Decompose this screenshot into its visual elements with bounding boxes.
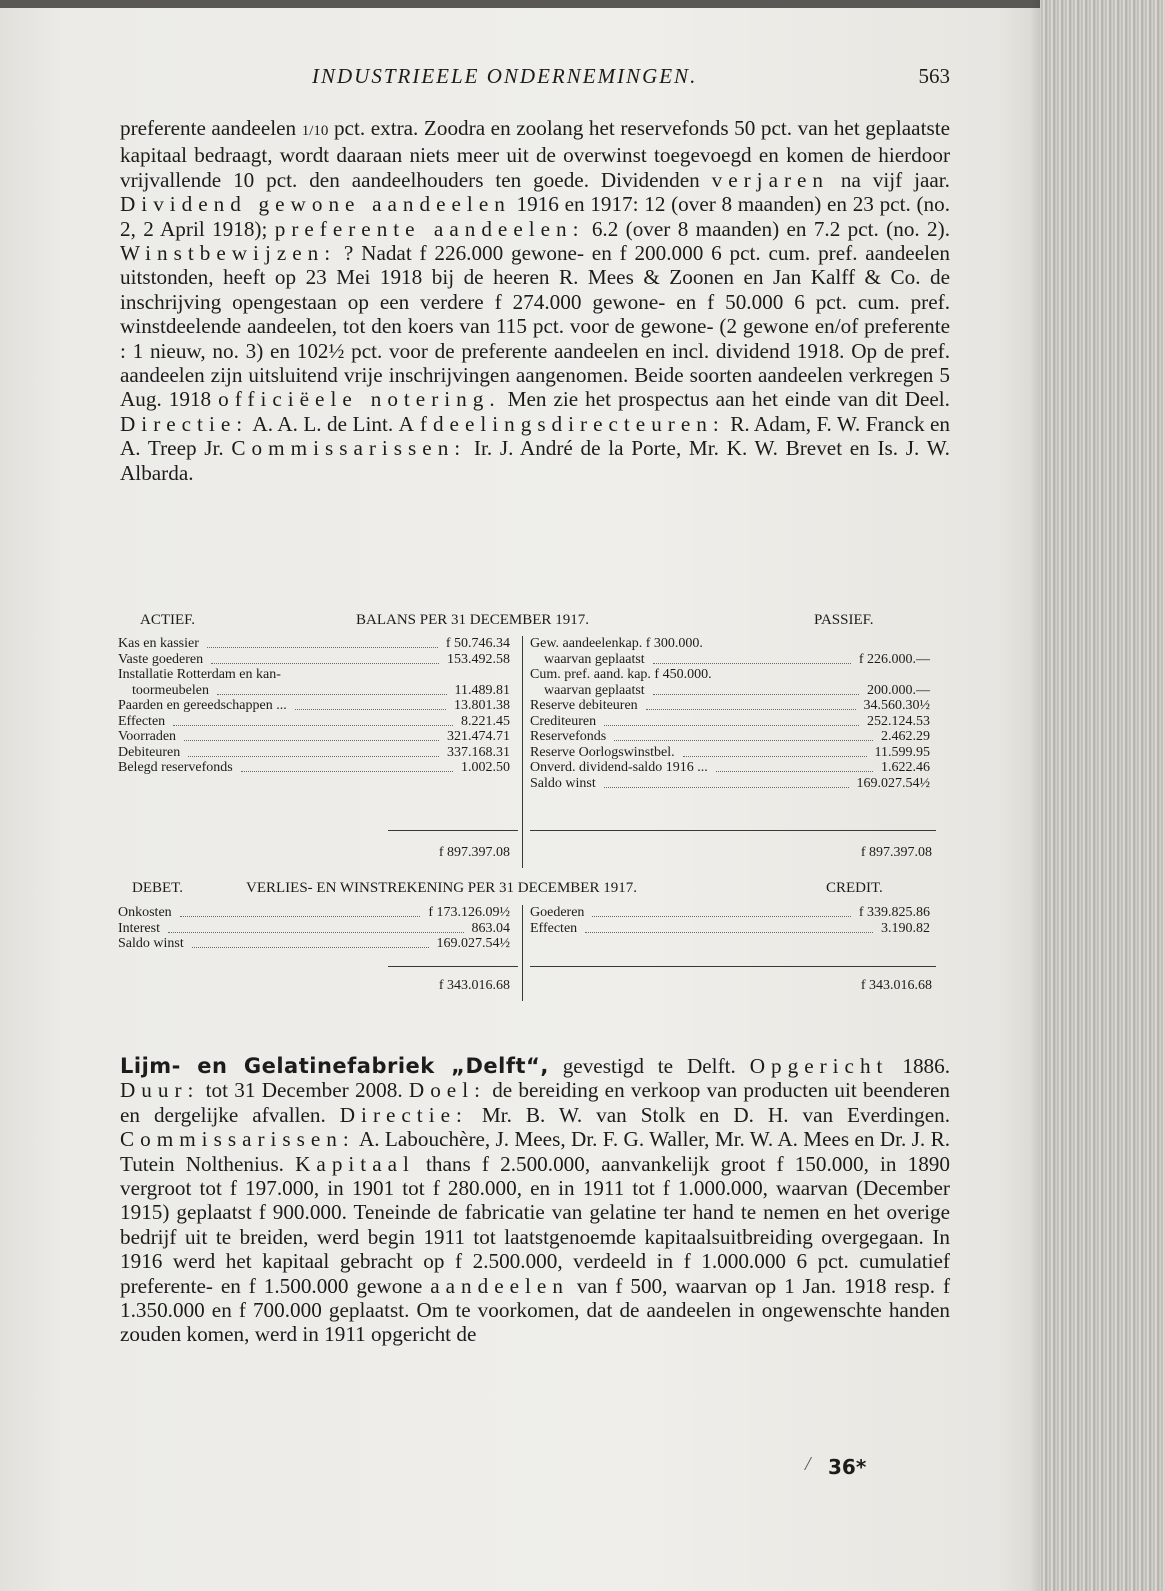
spaced-term: Commissarissen:	[120, 1127, 355, 1152]
text-run: 1916 en 1917: 12 (over 8 maanden) en 23 pct. (no. 2, 2 April 1918);	[120, 192, 950, 241]
table-row	[118, 936, 510, 952]
row-label: Paarden en gereedschappen ...	[118, 698, 287, 713]
text-run: de bereiding en verkoop van producten uit beenderen en dergelijke afvallen.	[120, 1078, 950, 1127]
table-row	[530, 652, 930, 668]
leader-dots	[614, 729, 873, 741]
row-amount: 11.599.95	[874, 744, 930, 760]
row-label: Onkosten	[118, 905, 172, 920]
profit-loss-header	[120, 880, 930, 900]
leader-dots	[716, 760, 873, 772]
row-amount: 169.027.54½	[436, 936, 510, 951]
text-run: tot 31 December 2008.	[199, 1078, 409, 1103]
leader-dots	[604, 714, 859, 726]
spaced-term: Afdeelingsdirecteuren:	[398, 411, 725, 436]
spaced-term: Duur:	[120, 1078, 200, 1103]
leader-dots	[211, 652, 439, 664]
leader-dots	[295, 698, 446, 710]
spaced-term: officiëele notering.	[218, 387, 501, 412]
running-head: INDUSTRIEELE ONDERNEMINGEN.	[312, 64, 698, 88]
balance-right-column	[530, 636, 930, 791]
total-rule-right	[530, 830, 936, 831]
row-amount: f 50.746.34	[445, 636, 510, 651]
leader-dots	[207, 636, 438, 648]
spaced-term: Opgericht	[749, 1054, 889, 1078]
table-row	[118, 714, 510, 730]
row-label: Onverd. dividend-saldo 1916 ...	[530, 760, 708, 775]
spaced-term: Dividend gewone aandeelen	[120, 192, 511, 217]
table-row	[118, 905, 510, 921]
leader-dots	[188, 745, 439, 757]
table-row	[530, 776, 930, 792]
passief-label: PASSIEF.	[814, 612, 874, 628]
text-run: R. Adam, F. W. Franck en A. Treep Jr.	[120, 411, 951, 461]
signature-mark: 36*	[828, 1455, 867, 1479]
row-label: Reserve Oorlogswinstbel.	[530, 744, 675, 760]
leader-dots	[217, 683, 447, 695]
table-row	[530, 760, 930, 776]
row-amount: 2.462.29	[881, 729, 930, 744]
leader-dots	[173, 714, 453, 726]
spaced-term: Doel:	[408, 1078, 486, 1103]
balance-sheet-table	[118, 636, 940, 876]
row-label: Interest	[118, 920, 160, 936]
text-run: preferente aandeelen	[120, 116, 302, 140]
text-run: A. A. L. de Lint.	[248, 411, 399, 436]
leader-dots	[184, 729, 439, 741]
row-label: Kas en kassier	[118, 636, 199, 651]
table-row	[118, 698, 510, 714]
total-rule-right	[530, 966, 936, 967]
row-label: Reserve debiteuren	[530, 698, 638, 713]
row-label: Belegd reservefonds	[118, 760, 233, 775]
row-label: Goederen	[530, 905, 585, 920]
text-run: van f 500, waarvan op 1 Jan. 1918 resp. f 1.350.000 en f 700.000 geplaatst. Om te voorkomen, dat de aandeelen in ongewenschte handen zouden komen, werd in 1911 opgericht de	[120, 1273, 950, 1347]
table-row	[530, 905, 930, 921]
spaced-term: aandeelen	[430, 1273, 569, 1298]
row-label: Reservefonds	[530, 729, 607, 744]
spaced-term: Winstbewijzen:	[120, 241, 337, 266]
leader-dots	[585, 921, 873, 933]
spaced-term: preferente aandeelen:	[274, 216, 585, 241]
row-label: Effecten	[118, 713, 166, 729]
text-run: 6.2 (over 8 maanden) en 7.2 pct. (no. 2).	[584, 216, 951, 241]
table-row	[118, 667, 510, 683]
profit-loss-right-column	[530, 905, 930, 936]
row-label: Saldo winst	[530, 775, 596, 791]
row-amount: 3.190.82	[881, 920, 930, 936]
table-row	[118, 760, 510, 776]
table-row	[530, 714, 930, 730]
profit-loss-right-total: f 343.016.68	[860, 978, 932, 993]
row-amount: 863.04	[471, 920, 510, 936]
spaced-term: Directie:	[120, 411, 249, 436]
row-amount: 11.489.81	[454, 682, 510, 698]
row-label: Debiteuren	[118, 744, 181, 760]
leader-dots	[683, 745, 867, 757]
table-row	[118, 636, 510, 652]
balance-left-column	[118, 636, 510, 776]
text-run: A. Labouchère, J. Mees, Dr. F. G. Waller, Mr. W. A. Mees en Dr. J. R. Tutein Nolthenius.	[120, 1127, 950, 1176]
table-row	[118, 921, 510, 937]
table-row	[530, 921, 930, 937]
row-label: Gew. aandeelenkap. f 300.000.	[530, 636, 703, 651]
text-run: 1/10	[301, 123, 329, 139]
spaced-term: Directie:	[339, 1102, 468, 1127]
row-amount: 169.027.54½	[856, 775, 930, 791]
leader-dots	[592, 905, 850, 917]
text-run: na vijf jaar.	[829, 167, 950, 192]
column-divider	[522, 636, 523, 868]
paragraph-company-details	[120, 116, 950, 485]
row-label: Vaste goederen	[118, 651, 204, 667]
pencil-mark: /	[805, 1453, 811, 1475]
leader-dots	[653, 683, 859, 695]
profit-loss-left-total: f 343.016.68	[438, 978, 510, 993]
table-row	[530, 745, 930, 761]
page-number: 563	[918, 64, 950, 88]
total-rule-left	[388, 966, 518, 967]
spaced-term: verjaren	[711, 167, 830, 192]
row-label: Voorraden	[118, 729, 177, 744]
balance-sheet-title: BALANS PER 31 DECEMBER 1917.	[356, 612, 589, 628]
row-label: Crediteuren	[530, 713, 597, 729]
credit-label: CREDIT.	[826, 880, 883, 896]
table-row	[118, 652, 510, 668]
row-amount: f 339.825.86	[858, 905, 930, 920]
page-header	[120, 60, 950, 94]
row-amount: 252.124.53	[867, 713, 930, 729]
leader-dots	[604, 776, 849, 788]
text-run: pct. extra. Zoodra en zoolang het reservefonds 50 pct. van het geplaatste kapitaal bedraagt, wordt daaraan niets meer uit de overwinst toegevoegd en komen de hierdoor vrijvallende 10 pct. den aandeelhouders ten goede. Dividenden	[120, 116, 951, 192]
leader-dots	[653, 652, 851, 664]
text-run: gevestigd te Delft.	[548, 1054, 750, 1078]
row-amount: 8.221.45	[461, 713, 510, 729]
row-amount: 200.000.—	[867, 682, 930, 698]
row-amount: f 226.000.—	[858, 651, 930, 667]
row-amount: 1.622.46	[881, 760, 930, 775]
row-label: waarvan geplaatst	[544, 682, 645, 698]
text-run: ? Nadat f 226.000 gewone- en f 200.000 6 pct. cum. pref. aandeelen uitstonden, heeft op 23 Mei 1918 bij de heeren R. Mees & Zoonen en Jan Kalff & Co. de inschrijving opengestaan op een verdere f 274.000 gewone- en f 50.000 6 pct. cum. pref. winstdeelende aandeelen, tot den koers van 115 pct. voor de gewone- (2 gewone en/of preferente : 1 nieuw, no. 3) en 102½ pct. voor de preferente aandeelen en incl. dividend 1918. Op de pref. aandeelen zijn uitsluitend vrije inschrijvingen aangenomen. Beide soorten aandeelen verkregen 5 Aug. 1918	[120, 241, 950, 412]
balance-sheet-header	[120, 612, 930, 632]
row-label: Effecten	[530, 920, 578, 936]
page-edges	[1040, 0, 1165, 1591]
text-run: thans f 2.500.000, aanvankelijk groot f 150.000, in 1890 vergroot tot f 197.000, in 1901 tot f 280.000, en in 1911 tot f 1.000.000, waarvan (December 1915) geplaatst f 900.000. Teneinde de fabricatie van gelatine ter hand te nemen en het overige bedrijf uit te breiden, werd begin 1911 tot laatstgenoemde kapitaalsuitbreiding overgegaan. In 1916 werd het kapitaal gebracht op f 2.500.000, verdeeld in f 1.000.000 6 pct. cumulatief preferente- en f 1.500.000 gewone	[120, 1151, 950, 1298]
debet-label: DEBET.	[132, 880, 183, 896]
leader-dots	[168, 921, 464, 933]
row-amount: 337.168.31	[447, 744, 510, 760]
balance-left-total: f 897.397.08	[438, 845, 510, 860]
table-row	[530, 729, 930, 745]
row-amount: f 173.126.09½	[428, 905, 510, 920]
profit-loss-table	[118, 905, 940, 1005]
leader-dots	[241, 760, 453, 772]
total-rule-left	[388, 830, 518, 831]
spaced-term: Commissarissen:	[231, 436, 467, 461]
row-amount: 1.002.50	[461, 760, 510, 775]
balance-right-total: f 897.397.08	[860, 845, 932, 860]
row-label: waarvan geplaatst	[544, 651, 645, 667]
table-row	[530, 698, 930, 714]
table-row	[118, 683, 510, 699]
table-row	[118, 745, 510, 761]
column-divider	[522, 905, 523, 1001]
row-amount: 34.560.30½	[863, 698, 930, 713]
scan-top-edge	[0, 0, 1050, 8]
spaced-term: Kapitaal	[295, 1151, 415, 1176]
row-amount: 13.801.38	[454, 698, 510, 713]
text-run: 1886.	[888, 1054, 951, 1078]
row-amount: 153.492.58	[447, 651, 510, 667]
leader-dots	[646, 698, 856, 710]
text-run: Ir. J. André de la Porte, Mr. K. W. Brevet en Is. J. W. Albarda.	[120, 436, 950, 485]
row-amount: 321.474.71	[447, 729, 510, 744]
leader-dots	[192, 936, 429, 948]
actief-label: ACTIEF.	[140, 612, 196, 628]
paragraph-lijm-gelatinefabriek	[120, 1054, 950, 1347]
company-name: Lijm- en Gelatinefabriek „Delft“,	[120, 1054, 549, 1078]
row-label: toormeubelen	[132, 682, 209, 698]
table-row	[530, 636, 930, 652]
table-row	[530, 667, 930, 683]
row-label: Installatie Rotterdam en kan-	[118, 667, 281, 682]
table-row	[530, 683, 930, 699]
text-run: Mr. B. W. van Stolk en D. H. van Everdingen.	[467, 1102, 950, 1127]
text-run: Men zie het prospectus aan het einde van dit Deel.	[500, 387, 950, 412]
leader-dots	[180, 905, 421, 917]
row-label: Saldo winst	[118, 936, 184, 951]
profit-loss-left-column	[118, 905, 510, 952]
table-row	[118, 729, 510, 745]
row-label: Cum. pref. aand. kap. f 450.000.	[530, 667, 712, 682]
profit-loss-title: VERLIES- EN WINSTREKENING PER 31 DECEMBER 1917.	[246, 880, 637, 896]
